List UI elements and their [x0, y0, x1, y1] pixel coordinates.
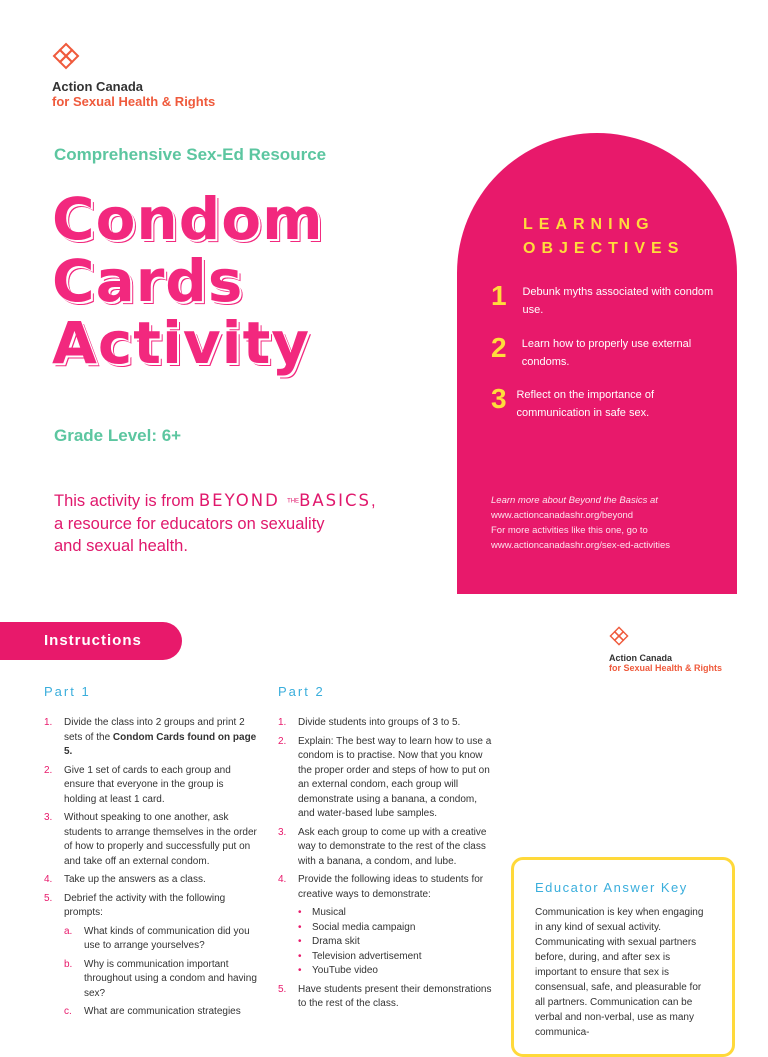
- answer-key-heading: Educator Answer Key: [535, 880, 688, 895]
- item-number: 3.: [44, 812, 53, 823]
- footer-line1: Learn more about Beyond the Basics at: [491, 495, 658, 506]
- objective-number: 2: [491, 332, 507, 363]
- resource-subtitle: Comprehensive Sex-Ed Resource: [54, 145, 327, 164]
- item-text: Divide the class into 2 groups and print 2 sets of the: [64, 717, 245, 743]
- item-text: Debrief the activity with the following prompts:: [64, 892, 226, 918]
- brand-basics: BASICS: [299, 491, 372, 510]
- item-text: Ask each group to come up with a creative way to demonstrate to the rest of the class with a banana, a condom, and lube.: [298, 826, 487, 867]
- item-number: 2.: [278, 735, 287, 747]
- bullet-icon: •: [298, 936, 302, 947]
- intro-comma: ,: [371, 492, 376, 510]
- logo-name: Action Canada: [609, 653, 673, 663]
- list-item: [278, 983, 494, 1012]
- objective-number: 1: [491, 280, 507, 311]
- item-number: 4.: [278, 874, 287, 885]
- educator-answer-key: [511, 857, 735, 1057]
- bullet-icon: •: [298, 921, 302, 933]
- list-item: [44, 892, 258, 1020]
- sub-text: What kinds of communication did you use to arrange yourselves?: [84, 925, 250, 951]
- list-item: [44, 811, 258, 869]
- part1-column: [44, 716, 258, 1024]
- logo-icon: [52, 42, 80, 70]
- objective-text: Debunk myths associated with condom use.: [522, 286, 714, 316]
- sub-list: [64, 925, 258, 1020]
- learning-objectives-panel: [457, 133, 737, 594]
- list-item: [278, 826, 494, 870]
- bullet-icon: •: [298, 965, 302, 976]
- list-item: [44, 716, 258, 760]
- sub-item: [64, 1005, 258, 1020]
- idea-item: [298, 906, 494, 921]
- logo-tagline: for Sexual Health & Rights: [52, 94, 216, 109]
- intro-before: This activity is from: [54, 492, 199, 510]
- sub-text: Why is communication important throughout using a condom and having sex?: [84, 958, 257, 999]
- item-text: Explain: The best way to learn how to use a condom is to practise. Now that you know the proper order and steps of how to put on an external condom, each group will demonstrate using a banana, a condom, and water-based lube samples.: [298, 735, 492, 819]
- idea-item: [298, 964, 494, 979]
- title-line-1: Condom: [52, 185, 324, 253]
- idea-item: [298, 935, 494, 950]
- title-line-2: Cards: [52, 247, 244, 315]
- objectives-title-line2: OBJECTIVES: [523, 240, 685, 257]
- objectives-title-line1: LEARNING: [523, 216, 655, 233]
- footer-line3: For more activities like this one, go to: [491, 525, 648, 536]
- sub-text: What are communication strategies: [84, 1006, 241, 1017]
- idea-item: [298, 950, 494, 965]
- objective-item: [491, 383, 721, 422]
- item-text: Provide the following ideas to students for creative ways to demonstrate:: [298, 874, 484, 900]
- sub-letter: a.: [64, 925, 73, 937]
- objective-item: [491, 332, 721, 371]
- objectives-title: [523, 213, 684, 261]
- logo-small: [609, 626, 722, 673]
- grade-level: Grade Level: 6+: [54, 426, 182, 445]
- beyond-link[interactable]: www.actioncanadashr.org/beyond: [491, 510, 634, 521]
- idea-text: Social media campaign: [312, 921, 416, 933]
- idea-list: [298, 906, 494, 979]
- bullet-icon: •: [298, 950, 302, 962]
- sub-item: [64, 925, 258, 954]
- logo-name: Action Canada: [52, 79, 144, 94]
- item-number: 1.: [278, 717, 287, 728]
- intro-line2: a resource for educators on sexuality: [54, 514, 325, 533]
- answer-key-text: Communication is key when engaging in any kind of sexual activity. Communicating with sexual partners before, during, and after sex is important to ensure that sex is consensual, safe, and pleasurable for all partners. Communication can be verbal and non-verbal, use as many communica-: [535, 907, 704, 1038]
- item-text: Take up the answers as a class.: [64, 874, 206, 885]
- sub-letter: c.: [64, 1006, 72, 1017]
- idea-text: Musical: [312, 907, 346, 918]
- item-bold: Condom Cards found on page 5.: [64, 731, 257, 757]
- bullet-icon: •: [298, 907, 302, 918]
- brand-beyond: BEYOND: [198, 491, 288, 510]
- objective-text: Learn how to properly use external condoms.: [521, 338, 692, 368]
- title-line-3: Activity: [52, 309, 311, 377]
- item-text: Give 1 set of cards to each group and ensure that everyone in the group is holding at least 1 card.: [64, 764, 231, 805]
- part2-heading: Part 2: [278, 684, 325, 699]
- item-text: Divide students into groups of 3 to 5.: [298, 717, 461, 728]
- idea-text: Drama skit: [312, 936, 360, 947]
- objectives-footer: [491, 493, 731, 553]
- list-item: [44, 873, 258, 888]
- activities-link[interactable]: www.actioncanadashr.org/sex-ed-activities: [491, 540, 671, 551]
- item-number: 5.: [278, 983, 287, 995]
- idea-text: YouTube video: [312, 965, 378, 976]
- item-number: 3.: [278, 826, 287, 838]
- page-title: [52, 185, 324, 377]
- brand-the: THE: [287, 498, 300, 505]
- logo-icon: [609, 626, 629, 646]
- item-number: 4.: [44, 874, 53, 885]
- list-item: [278, 716, 494, 731]
- list-item: [44, 764, 258, 808]
- objective-text: Reflect on the importance of communication in safe sex.: [516, 389, 655, 419]
- sub-letter: b.: [64, 958, 73, 970]
- logo-tagline: for Sexual Health & Rights: [609, 663, 723, 673]
- objective-item: [491, 280, 721, 319]
- logo: [52, 42, 215, 109]
- item-number: 1.: [44, 717, 53, 728]
- idea-item: [298, 921, 494, 936]
- intro-text: [54, 490, 394, 557]
- list-item: [278, 873, 494, 979]
- item-number: 5.: [44, 892, 53, 904]
- list-item: [278, 735, 494, 822]
- idea-text: Television advertisement: [312, 950, 422, 962]
- objective-number: 3: [491, 383, 507, 414]
- part2-column: [278, 716, 494, 1016]
- intro-line3: and sexual health.: [54, 536, 188, 555]
- instructions-banner: Instructions: [0, 622, 182, 660]
- item-number: 2.: [44, 764, 53, 776]
- item-text: Have students present their demonstrations to the rest of the class.: [298, 983, 492, 1009]
- item-text: Without speaking to one another, ask students to arrange themselves in the order of how to properly and successfully put on and take off an external condom.: [64, 812, 257, 867]
- part1-heading: Part 1: [44, 684, 91, 699]
- sub-item: [64, 958, 258, 1002]
